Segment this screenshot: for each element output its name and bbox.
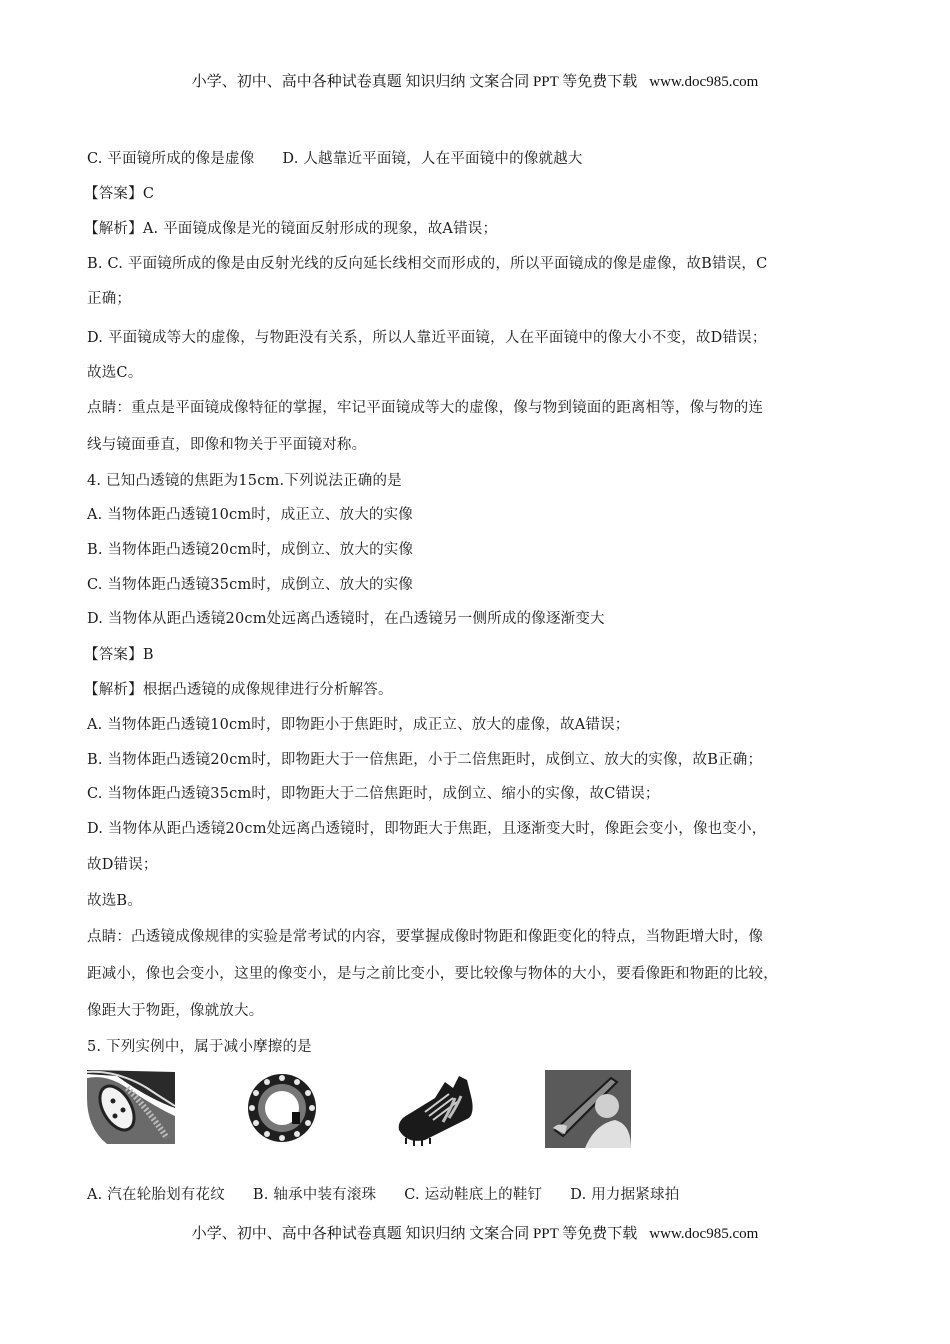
q3-analysis-line: B. C. 平面镜所成的像是由反射光线的反向延长线相交而形成的，所以平面镜成的像是虚像，故B错误，C: [87, 256, 768, 272]
q4-stem: 4. 已知凸透镜的焦距为15cm.下列说法正确的是: [87, 473, 402, 489]
q3-option-c: C. 平面镜所成的像是虚像: [87, 151, 255, 167]
q3-analysis-line: D. 平面镜成等大的虚像，与物距没有关系，所以人靠近平面镜，人在平面镜中的像大小不变，故D错误；: [87, 330, 767, 346]
footer-text: 小学、初中、高中各种试卷真题 知识归纳 文案合同 PPT 等免费下载: [191, 1226, 638, 1242]
footer-url[interactable]: www.doc985.com: [649, 1226, 759, 1242]
spiked-shoe-icon: [395, 1068, 485, 1148]
q4-answer: [84, 643, 154, 664]
ball-bearing-image: [240, 1068, 320, 1148]
q3-comment-line: 点睛：重点是平面镜成像特征的掌握，牢记平面镜成等大的虚像，像与物到镜面的距离相等，像与物的连: [87, 400, 764, 416]
q3-conclusion: 故选C。: [87, 365, 143, 381]
racket-grip-icon: [545, 1068, 631, 1148]
q5-options-row: [87, 1183, 679, 1204]
tire-tread-image: [87, 1068, 175, 1148]
q4-analysis-line: B. 当物体距凸透镜20cm时，即物距大于一倍焦距，小于二倍焦距时，成倒立、放大的实像，故B正确；: [87, 752, 763, 768]
answer-value: C: [142, 186, 155, 202]
q5-option-a: A. 汽在轮胎划有花纹: [87, 1187, 225, 1203]
answer-label: 【答案】: [84, 186, 143, 202]
q4-analysis-line: A. 当物体距凸透镜10cm时，即物距小于焦距时，成正立、放大的虚像，故A错误；: [87, 717, 630, 733]
spiked-shoe-image: [395, 1068, 485, 1148]
page-footer: [0, 1222, 950, 1243]
q4-analysis-line: D. 当物体从距凸透镜20cm处远离凸透镜时，即物距大于焦距，且逐渐变大时，像距会变小，像也变小，: [87, 821, 767, 837]
q3-analysis-line: 正确；: [87, 291, 132, 307]
q5-option-b: B. 轴承中装有滚珠: [252, 1187, 377, 1203]
ball-bearing-icon: [240, 1068, 320, 1148]
q4-analysis-intro: [84, 678, 393, 699]
answer-label: 【答案】: [84, 647, 143, 663]
q3-option-d: D. 人越靠近平面镜，人在平面镜中的像就越大: [282, 151, 583, 167]
q4-analysis-line: 故D错误；: [87, 857, 158, 873]
q4-option-c: C. 当物体距凸透镜35cm时，成倒立、放大的实像: [87, 577, 414, 593]
q3-analysis-line: [84, 217, 497, 238]
page-header: [0, 70, 950, 91]
q4-option-d: D. 当物体从距凸透镜20cm处远离凸透镜时，在凸透镜另一侧所成的像逐渐变大: [87, 611, 605, 627]
q5-stem: 5. 下列实例中，属于减小摩擦的是: [87, 1039, 312, 1055]
q4-comment-line: 点睛：凸透镜成像规律的实验是常考试的内容，要掌握成像时物距和像距变化的特点，当物距增大时，像: [87, 929, 764, 945]
q4-conclusion: 故选B。: [87, 893, 142, 909]
q3-options-row: [87, 147, 583, 168]
answer-value: B: [142, 647, 154, 663]
q4-analysis-line: C. 当物体距凸透镜35cm时，即物距大于二倍焦距时，成倒立、缩小的实像，故C错误；: [87, 786, 660, 802]
q5-option-c: C. 运动鞋底上的鞋钉: [404, 1187, 543, 1203]
q4-comment-line: 距减小，像也会变小，这里的像变小，是与之前比变小，要比较像与物体的大小，要看像距和物距的比较，: [87, 966, 778, 982]
analysis-label: 【解析】: [84, 221, 143, 237]
q5-option-d: D. 用力据紧球拍: [570, 1187, 680, 1203]
analysis-text: A. 平面镜成像是光的镜面反射形成的现象，故A错误；: [142, 221, 498, 237]
q3-comment-line: 线与镜面垂直，即像和物关于平面镜对称。: [87, 437, 367, 453]
racket-grip-image: [545, 1068, 631, 1148]
q4-option-b: B. 当物体距凸透镜20cm时，成倒立、放大的实像: [87, 542, 414, 558]
tire-tread-icon: [87, 1068, 175, 1148]
q4-comment-line: 像距大于物距，像就放大。: [87, 1003, 264, 1019]
analysis-text: 根据凸透镜的成像规律进行分析解答。: [142, 682, 393, 698]
analysis-label: 【解析】: [84, 682, 143, 698]
header-url[interactable]: www.doc985.com: [649, 74, 759, 90]
header-text: 小学、初中、高中各种试卷真题 知识归纳 文案合同 PPT 等免费下载: [191, 74, 638, 90]
q3-answer: [84, 182, 154, 203]
q4-option-a: A. 当物体距凸透镜10cm时，成正立、放大的实像: [87, 507, 414, 523]
